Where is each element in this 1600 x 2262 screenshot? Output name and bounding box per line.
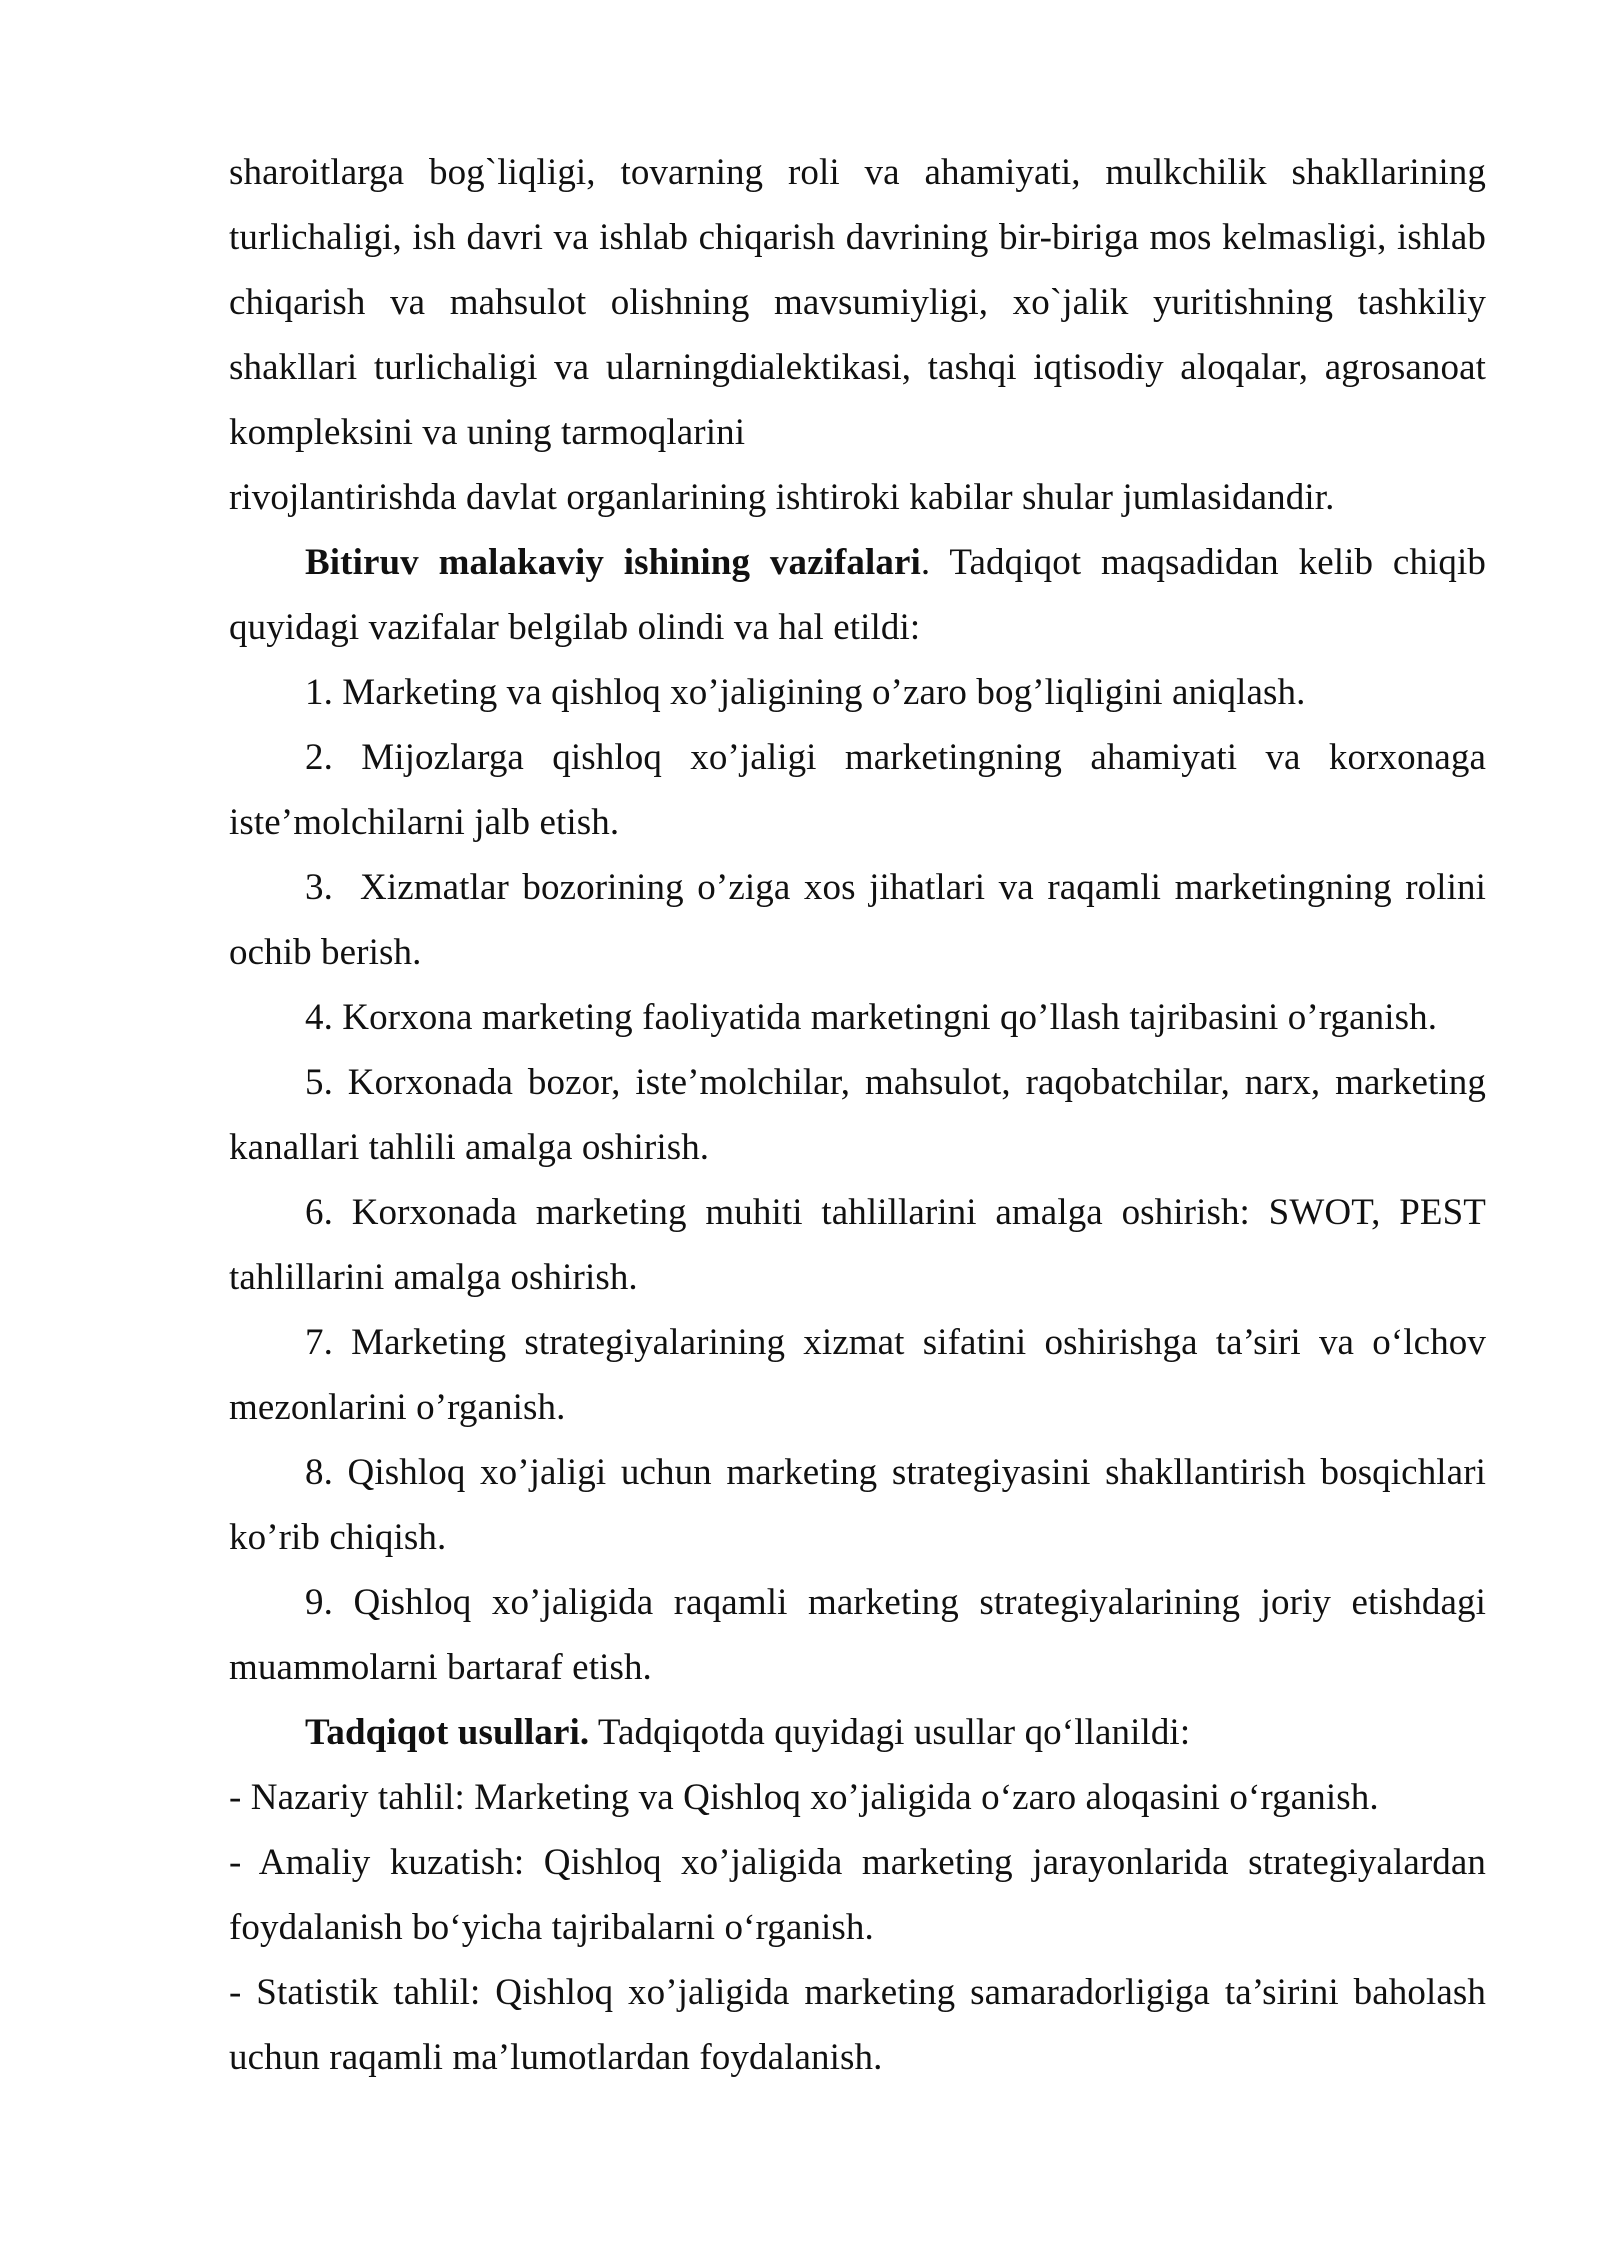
methods-intro-paragraph [229,1700,1486,1765]
method-item-3: - Statistik tahlil: Qishloq xo’jaligida marketing samaradorligiga ta’sirini baholash uchun raqamli ma’lumotlardan foydalanish. [229,1972,1486,2078]
tasks-heading: Bitiruv malakaviy ishining vazifalari [305,542,921,583]
task-item-5: 5. Korxonada bozor, iste’molchilar, mahsulot, raqobatchilar, narx, marketing kanallari tahlili amalga oshirish. [229,1062,1486,1168]
method-item-2: - Amaliy kuzatish: Qishloq xo’jaligida marketing jarayonlarida strategiyalardan foydalanish bo‘yicha tajribalarni o‘rganish. [229,1842,1486,1948]
task-item-4: 4. Korxona marketing faoliyatida marketingni qo’llash tajribasini o’rganish. [305,997,1438,1038]
page-content [229,140,1496,2090]
tasks-intro-text: . Tadqiqot maqsadidan kelib chiqib quyidagi vazifalar belgilab olindi va hal etildi: [229,542,1487,648]
task-item-2: 2. Mijozlarga qishloq xo’jaligi marketingning ahamiyati va korxonaga iste’molchilarni jalb etish. [229,737,1486,843]
tasks-intro-paragraph [229,530,1486,660]
task-item-1: 1. Marketing va qishloq xo’jaligining o’zaro bog’liqligini aniqlash. [305,672,1306,713]
methods-intro-text: Tadqiqotda quyidagi usullar qo‘llanildi: [589,1712,1191,1753]
intro-paragraph: sharoitlarga bog`liqligi, tovarning roli va ahamiyati, mulkchilik shakllarining turlichaligi, ish davri va ishlab chiqarish davrining bir-biriga mos kelmasligi, ishlab chiqarish va mahsulot olishning mavsumiyligi, xo`jalik yuritishning tashkiliy shakllari turlichaligi va ularningdialektikasi, tashqi iqtisodiy aloqalar, agrosanoat kompleksini va uning tarmoqlarini [229,152,1486,453]
task-item-6: 6. Korxonada marketing muhiti tahlillarini amalga oshirish: SWOT, PEST tahlillarini amalga oshirish. [229,1192,1486,1298]
intro-paragraph-tail: rivojlantirishda davlat organlarining ishtiroki kabilar shular jumlasidandir. [229,477,1335,518]
task-item-9: 9. Qishloq xo’jaligida raqamli marketing strategiyalarining joriy etishdagi muammolarni bartaraf etish. [229,1582,1486,1688]
task-item-8: 8. Qishloq xo’jaligi uchun marketing strategiyasini shakllantirish bosqichlari ko’rib chiqish. [229,1452,1486,1558]
task-item-7: 7. Marketing strategiyalarining xizmat sifatini oshirishga ta’siri va o‘lchov mezonlarini o’rganish. [229,1322,1486,1428]
method-item-1: - Nazariy tahlil: Marketing va Qishloq xo’jaligida o‘zaro aloqasini o‘rganish. [229,1777,1379,1818]
task-item-3: 3. Xizmatlar bozorining o’ziga xos jihatlari va raqamli marketingning rolini ochib berish. [229,867,1496,973]
methods-heading: Tadqiqot usullari. [305,1712,590,1753]
